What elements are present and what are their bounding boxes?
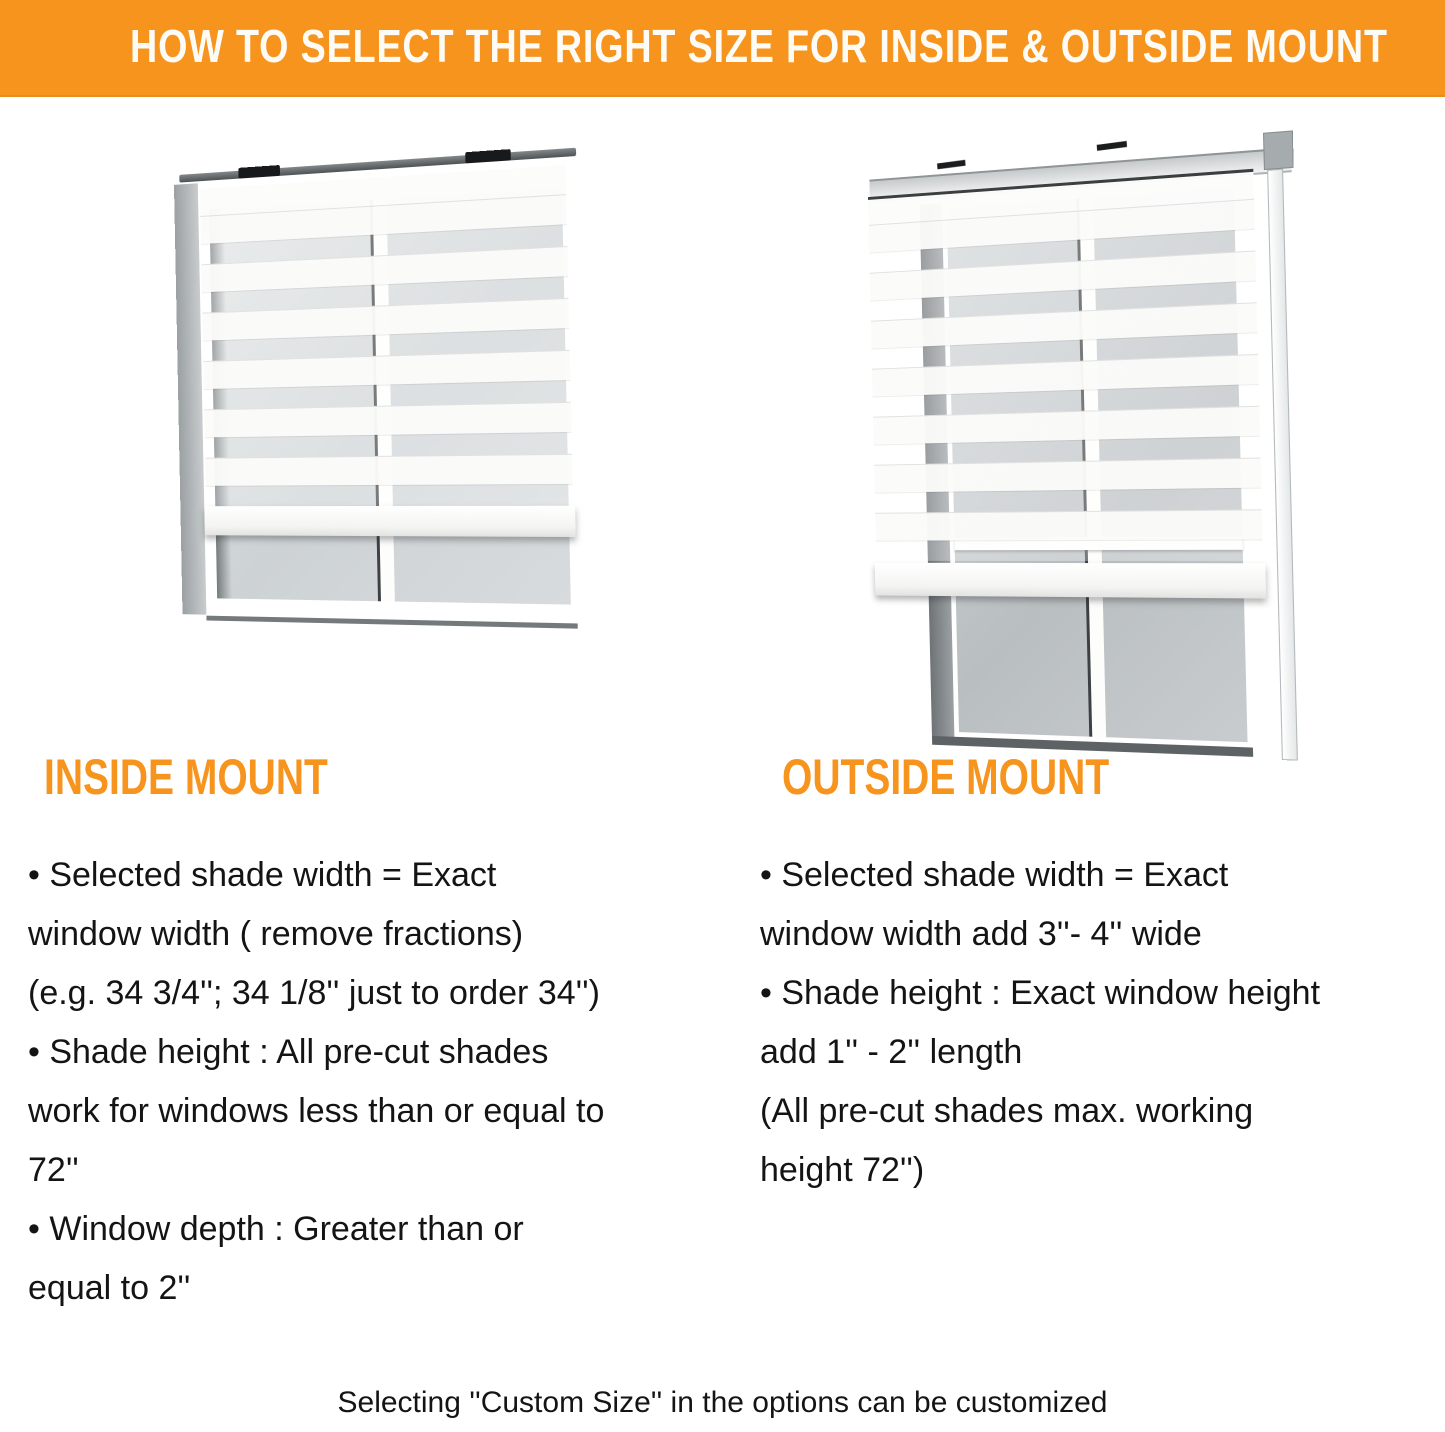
outside-mount-heading: OUTSIDE MOUNT: [782, 749, 1110, 805]
inside-mount-heading: INSIDE MOUNT: [44, 749, 328, 805]
zebra-shade: [868, 169, 1264, 599]
bullet-line: • Selected shade width = Exact: [760, 856, 1229, 894]
shade-bottom-rail: [875, 563, 1267, 599]
bullet-line: • Window depth : Greater than or: [28, 1210, 524, 1248]
bullet-line: equal to 2'': [28, 1269, 191, 1307]
custom-size-note: Selecting ''Custom Size'' in the options can be customized: [337, 1386, 1108, 1419]
bullet-line: work for windows less than or equal to: [28, 1092, 605, 1130]
mounting-bracket: [937, 160, 965, 170]
bullet-line: window width ( remove fractions): [28, 915, 524, 953]
window-sill: [206, 598, 578, 628]
window-side-casing: [1267, 169, 1298, 761]
bullet-line: • Shade height : All pre-cut shades: [28, 1033, 549, 1071]
inside-mount-illustration: [168, 162, 568, 644]
bracket-end-cap: [1263, 130, 1294, 170]
shade-bottom-rail: [204, 506, 576, 537]
outside-mount-text: [760, 846, 1445, 1200]
bullet-line: add 1'' - 2'' length: [760, 1033, 1023, 1071]
bullet-line: (e.g. 34 3/4''; 34 1/8'' just to order 34''): [28, 974, 600, 1012]
mounting-bracket: [465, 149, 511, 163]
page-title: HOW TO SELECT THE RIGHT SIZE FOR INSIDE & OUTSIDE MOUNT: [130, 20, 1388, 72]
bullet-line: window width add 3''- 4'' wide: [760, 915, 1202, 953]
inside-mount-window: [174, 148, 578, 649]
mounting-bracket: [1097, 141, 1127, 151]
bullet-line: • Shade height : Exact window height: [760, 974, 1321, 1012]
shade-stripe-bands: [200, 194, 573, 506]
zebra-shade: [200, 165, 574, 537]
header-bar: [0, 0, 1445, 97]
outside-mount-window: [876, 134, 1288, 717]
bullet-line: height 72''): [760, 1151, 925, 1189]
shade-stripe-bands: [869, 199, 1263, 561]
bullet-line: • Selected shade width = Exact: [28, 856, 497, 894]
outside-mount-illustration: [872, 150, 1276, 710]
mounting-bracket: [238, 165, 280, 179]
bullet-line: (All pre-cut shades max. working: [760, 1092, 1254, 1130]
window-recess: [198, 161, 578, 629]
bullet-line: 72'': [28, 1151, 79, 1189]
inside-mount-text: [28, 846, 728, 1318]
